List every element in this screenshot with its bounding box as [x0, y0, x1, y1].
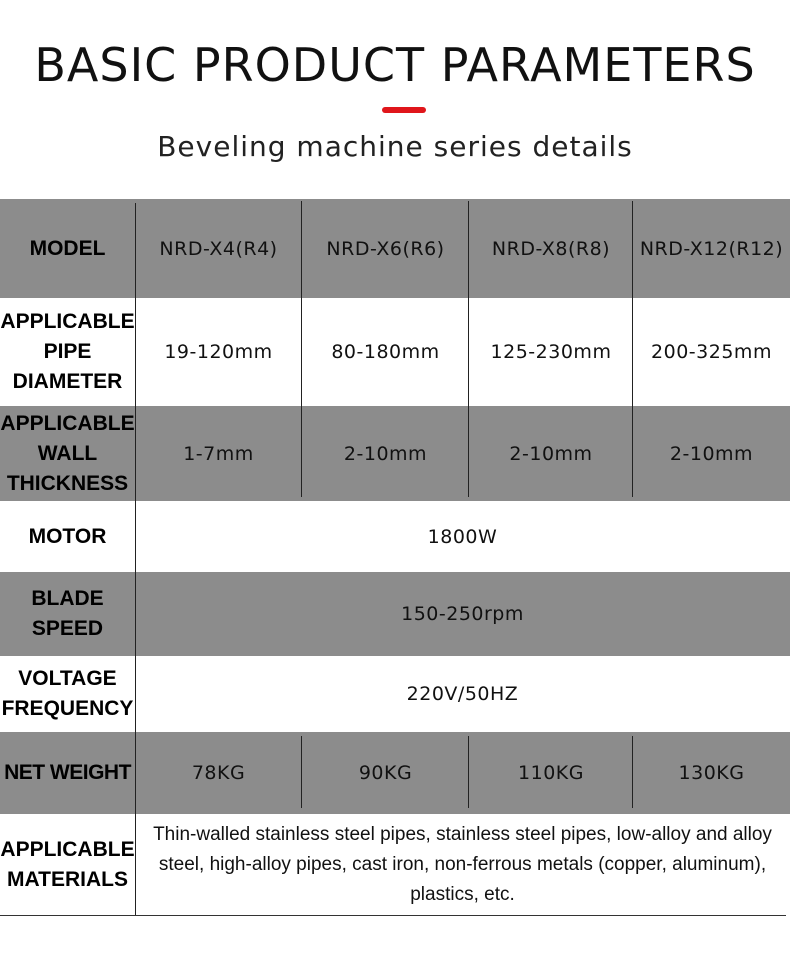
table-row-wall-thickness — [0, 406, 790, 501]
row-label-materials: APPLICABLE MATERIALS — [0, 838, 135, 891]
page-title: BASIC PRODUCT PARAMETERS — [34, 38, 756, 92]
label-column-divider — [135, 203, 136, 916]
model-x12: NRD-X12(R12) — [639, 237, 784, 260]
pipe-diameter-x12: 200-325mm — [651, 341, 772, 363]
table-row-model — [0, 199, 790, 298]
wall-thickness-x4: 1-7mm — [183, 442, 254, 465]
table-row-materials — [0, 814, 790, 916]
wall-thickness-x6: 2-10mm — [343, 442, 428, 465]
table-row-motor — [0, 501, 790, 572]
row-label-pipe-diameter: APPLICABLE PIPE DIAMETER — [0, 310, 135, 393]
blade-speed-value: 150-250rpm — [401, 603, 524, 625]
table-bottom-border — [0, 915, 786, 916]
row-label-voltage-frequency: VOLTAGE FREQUENCY — [1, 667, 134, 720]
row-label-motor: MOTOR — [28, 524, 107, 548]
column-divider-5 — [468, 736, 469, 808]
column-divider-2 — [468, 201, 469, 497]
motor-value: 1800W — [427, 525, 498, 548]
wall-thickness-x8: 2-10mm — [509, 442, 593, 465]
title-accent-bar — [382, 107, 426, 113]
wall-thickness-x12: 2-10mm — [669, 442, 754, 465]
column-divider-6 — [632, 736, 633, 808]
row-label-wall-thickness: APPLICABLE WALL THICKNESS — [0, 411, 135, 495]
page-subtitle: Beveling machine series details — [157, 130, 633, 163]
materials-value: Thin-walled stainless steel pipes, stainless steel pipes, low-alloy and alloy steel, high-alloy pipes, cast iron, non-ferrous metals (copper, aluminum), plastics, etc. — [153, 824, 772, 905]
table-row-net-weight — [0, 732, 790, 814]
table-row-voltage-frequency — [0, 656, 790, 732]
pipe-diameter-x4: 19-120mm — [164, 341, 273, 363]
net-weight-x12: 130KG — [678, 762, 745, 784]
column-divider-1 — [301, 201, 302, 497]
pipe-diameter-x6: 80-180mm — [331, 341, 440, 363]
model-x4: NRD-X4(R4) — [159, 237, 278, 260]
column-divider-4 — [301, 736, 302, 808]
row-label-blade-speed: BLADE SPEED — [31, 587, 104, 640]
row-label-net-weight: NET WEIGHT — [4, 761, 131, 784]
net-weight-x8: 110KG — [518, 762, 584, 784]
net-weight-x6: 90KG — [358, 762, 413, 784]
table-row-pipe-diameter — [0, 298, 790, 406]
model-x8: NRD-X8(R8) — [491, 237, 611, 260]
column-divider-3 — [632, 201, 633, 497]
pipe-diameter-x8: 125-230mm — [490, 341, 612, 363]
voltage-frequency-value: 220V/50HZ — [406, 683, 519, 705]
model-x6: NRD-X6(R6) — [326, 237, 445, 260]
table-row-blade-speed — [0, 572, 790, 656]
row-label-model: MODEL — [29, 236, 106, 260]
net-weight-x4: 78KG — [191, 762, 246, 784]
